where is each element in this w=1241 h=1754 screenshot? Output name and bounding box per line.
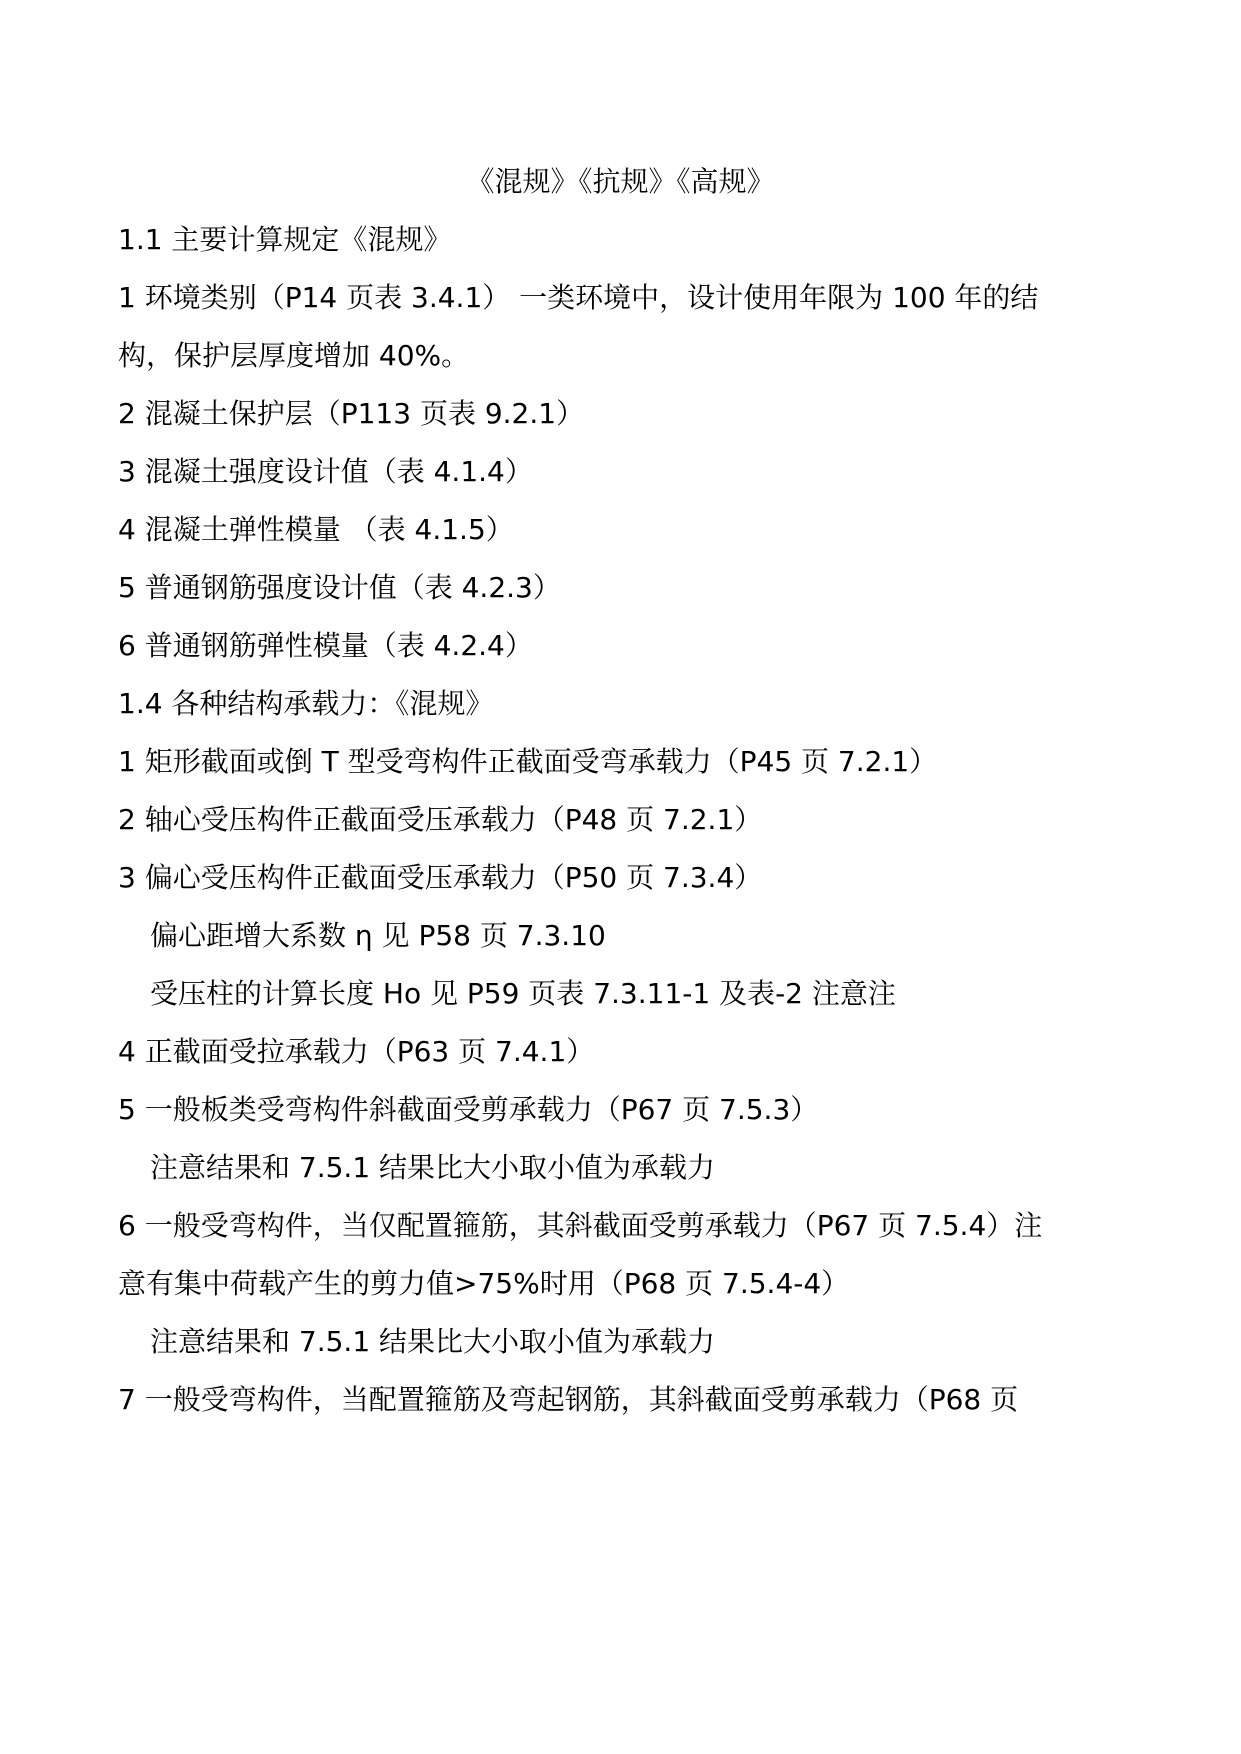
text-line-stirrup-bent-bar-shear: 7 一般受弯构件，当配置箍筋及弯起钢筋，其斜截面受剪承载力（P68 页 [118, 1383, 1019, 1416]
text-line-flexural-capacity: 1 矩形截面或倒 T 型受弯构件正截面受弯承载力（P45 页 7.2.1） [118, 745, 938, 778]
text-line-rebar-strength: 5 普通钢筋强度设计值（表 4.2.3） [118, 571, 561, 604]
text-line-stirrup-shear: 6 一般受弯构件，当仅配置箍筋，其斜截面受剪承载力（P67 页 7.5.4）注 [118, 1209, 1043, 1242]
text-line-shear-note-1: 注意结果和 7.5.1 结果比大小取小值为承载力 [150, 1151, 716, 1184]
text-line-concrete-modulus: 4 混凝土弹性模量 （表 4.1.5） [118, 513, 514, 546]
section-heading-1-4: 1.4 各种结构承载力：《混规》 [118, 687, 494, 720]
text-line-axial-compression: 2 轴心受压构件正截面受压承载力（P48 页 7.2.1） [118, 803, 763, 836]
text-line-eccentric-compression: 3 偏心受压构件正截面受压承载力（P50 页 7.3.4） [118, 861, 763, 894]
text-line-rebar-modulus: 6 普通钢筋弹性模量（表 4.2.4） [118, 629, 533, 662]
text-line-cover-increase: 构，保护层厚度增加 40%。 [118, 339, 470, 372]
text-line-eccentricity-factor: 偏心距增大系数 η 见 P58 页 7.3.10 [150, 919, 606, 952]
text-line-concrete-strength: 3 混凝土强度设计值（表 4.1.4） [118, 455, 533, 488]
text-line-environment-class: 1 环境类别（P14 页表 3.4.1） 一类环境中，设计使用年限为 100 年的结 [118, 281, 1039, 314]
text-line-concentrated-load-note: 意有集中荷载产生的剪力值>75%时用（P68 页 7.5.4-4） [118, 1267, 850, 1300]
text-line-concrete-cover: 2 混凝土保护层（P113 页表 9.2.1） [118, 397, 585, 430]
section-heading-1-1: 1.1 主要计算规定《混规》 [118, 223, 452, 256]
text-line-column-length: 受压柱的计算长度 Ho 见 P59 页表 7.3.11-1 及表-2 注意注 [150, 977, 896, 1010]
text-line-shear-note-2: 注意结果和 7.5.1 结果比大小取小值为承载力 [150, 1325, 716, 1358]
text-line-slab-shear: 5 一般板类受弯构件斜截面受剪承载力（P67 页 7.5.3） [118, 1093, 819, 1126]
document-title: 《混规》《抗规》《高规》 [466, 165, 775, 198]
text-line-tension-capacity: 4 正截面受拉承载力（P63 页 7.4.1） [118, 1035, 595, 1068]
